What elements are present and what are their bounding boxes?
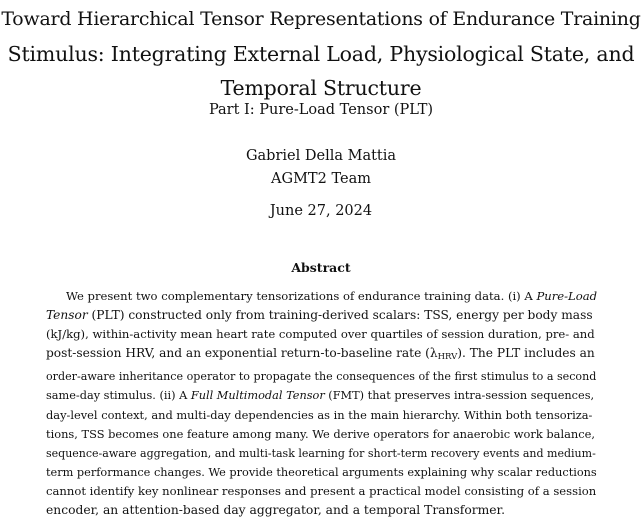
abstract-heading: Abstract <box>291 260 351 275</box>
abstract-line: post-session HRV, and an exponential return-to-baseline rate $(\lambda_{HRV})$. The PLT includes an <box>46 346 595 363</box>
abstract-line: order-aware inheritance operator to propagate the consequences of the first stimulus to a second <box>46 370 597 384</box>
abstract-line: encoder, an attention-based day aggregator, and a temporal Transformer. <box>46 503 505 518</box>
abstract-line: (kJ/kg), within-activity mean heart rate computed over quartiles of session duration, pre- and <box>46 327 595 342</box>
author-block <box>0 145 642 191</box>
title-line-2: Stimulus: Integrating External Load, Physiological State, and <box>7 41 635 66</box>
title-line-3: Temporal Structure <box>220 76 422 100</box>
abstract-line: same-day stimulus. (ii) A Full Multimodal Tensor (FMT) that preserves intra-session sequences, <box>46 389 595 403</box>
abstract-line: Tensor (PLT) constructed only from training-derived scalars: TSS, energy per body mass <box>46 308 593 323</box>
author-affiliation: AGMT2 Team <box>271 171 371 187</box>
abstract-line: term performance changes. We provide theoretical arguments explaining why scalar reductions <box>46 465 597 479</box>
title-line-1: Toward Hierarchical Tensor Representations of Endurance Training <box>1 8 641 30</box>
author-name: Gabriel Della Mattia <box>245 148 397 164</box>
abstract-body <box>46 287 597 520</box>
paper-subtitle: Part I: Pure-Load Tensor (PLT) <box>208 102 434 118</box>
abstract-line: day-level context, and multi-day dependencies as in the main hierarchy. Within both tensoriza- <box>46 407 593 422</box>
abstract-line: tions, TSS becomes one feature among many. We derive operators for anaerobic work balance, <box>46 426 595 441</box>
abstract-line: cannot identify key nonlinear responses and present a practical model consisting of a session <box>46 483 597 498</box>
abstract-line: We present two complementary tensorizations of endurance training data. (i) A Pure-Load <box>66 289 598 303</box>
paper-title <box>0 2 642 106</box>
abstract-line: sequence-aware aggregation, and multi-task learning for short-term recovery events and medium- <box>46 446 596 460</box>
paper-date: June 27, 2024 <box>269 203 373 219</box>
